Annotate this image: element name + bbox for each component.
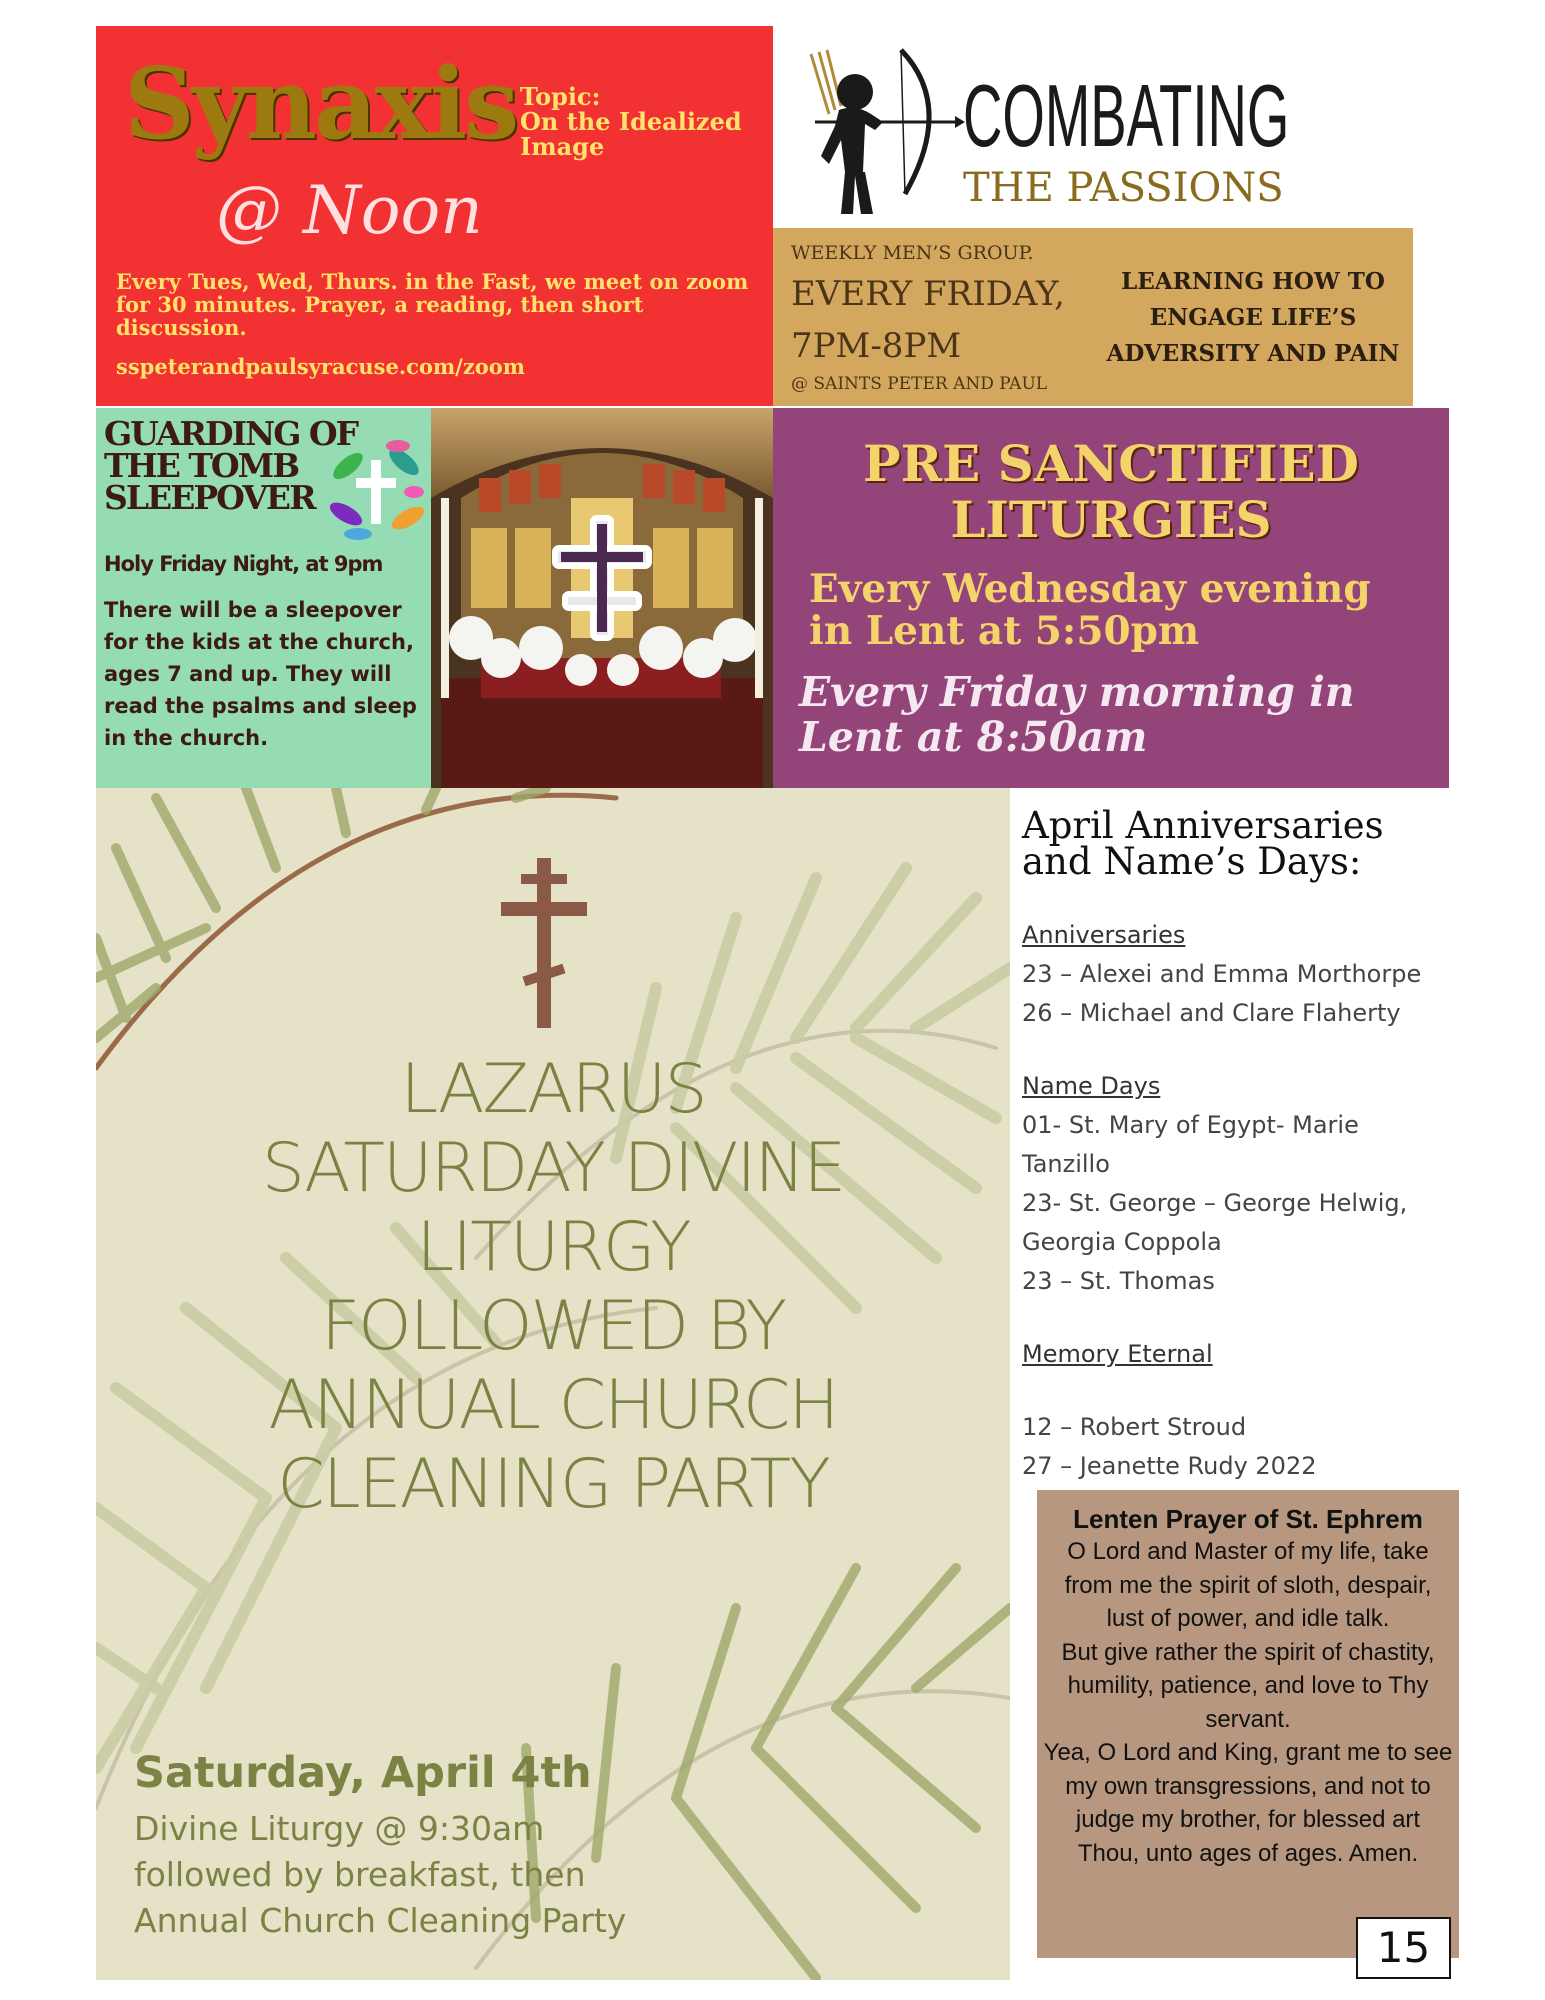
lenten-prayer-box — [1037, 1490, 1459, 1958]
guarding-body: There will be a sleepover for the kids at the church, ages 7 and up. They will read the psalms and sleep in the church. — [104, 598, 417, 750]
combating-learning — [1103, 264, 1403, 372]
presanctified-title-line1: PRE SANCTIFIED — [862, 434, 1360, 493]
anniversaries-heading-line2: and Name’s Days: — [1022, 840, 1362, 883]
combating-location: @ SAINTS PETER AND PAUL — [791, 374, 1048, 394]
presanctified-title-line2: LITURGIES — [950, 490, 1272, 549]
combating-every: EVERY FRIDAY, — [791, 274, 1065, 314]
prayer-paragraph1: O Lord and Master of my life, take from me the spirit of sloth, despair, lust of power, and idle talk. — [1064, 1538, 1432, 1632]
synaxis-panel — [96, 26, 773, 406]
presanctified-wednesday — [809, 568, 1371, 652]
presanctified-title — [773, 436, 1449, 548]
prayer-paragraph3: Yea, O Lord and King, grant me to see my own transgressions, and not to judge my brother, for blessed art Thou, unto ages of ages. Amen. — [1043, 1739, 1453, 1867]
combating-learning-line1: LEARNING HOW TO — [1121, 268, 1385, 295]
combating-learning-line2: ENGAGE LIFE’S — [1149, 304, 1357, 331]
name-day-item: 23- St. George – George Helwig, — [1022, 1189, 1408, 1217]
synaxis-topic-label: Topic: — [520, 82, 601, 111]
anniversaries-label: Anniversaries — [1022, 921, 1186, 949]
anniversaries-column — [1022, 804, 1452, 1486]
lazarus-detail2: followed by breakfast, then — [134, 1855, 586, 1894]
guarding-when: Holy Friday Night, at 9pm — [104, 552, 383, 576]
lazarus-line1: LAZARUS — [400, 1050, 706, 1129]
lazarus-details — [134, 1806, 774, 1944]
combating-title-line1: COMBATING — [963, 66, 1290, 165]
lazarus-line4: FOLLOWED BY — [320, 1287, 786, 1366]
anniversary-item: 23 – Alexei and Emma Morthorpe — [1022, 960, 1422, 988]
lazarus-line3: LITURGY — [416, 1208, 690, 1287]
presanctified-fri-line2: Lent at 8:50am — [799, 713, 1148, 761]
presanctified-fri-line1: Every Friday morning in — [799, 668, 1355, 716]
lazarus-date: Saturday, April 4th — [134, 1748, 592, 1798]
lazarus-detail3: Annual Church Cleaning Party — [134, 1901, 627, 1940]
combating-learning-line3: ADVERSITY AND PAIN — [1106, 340, 1400, 367]
synaxis-noon: @ Noon — [216, 172, 483, 249]
presanctified-panel — [773, 408, 1449, 788]
combating-time: 7PM-8PM — [791, 326, 962, 366]
synaxis-topic-line2: Image — [520, 132, 605, 161]
memory-item: 27 – Jeanette Rudy 2022 — [1022, 1452, 1317, 1480]
church-interior-photo — [431, 408, 773, 788]
guarding-panel — [96, 408, 431, 788]
lazarus-line6: CLEANING PARTY — [277, 1445, 829, 1524]
synaxis-description: Every Tues, Wed, Thurs. in the Fast, we meet on zoom for 30 minutes. Prayer, a reading, then short discussion. — [116, 269, 749, 340]
lazarus-panel — [96, 788, 1010, 1980]
page-number: 15 — [1356, 1917, 1451, 1979]
anniversaries-heading — [1022, 804, 1452, 883]
combating-weekly: WEEKLY MEN’S GROUP. — [791, 242, 1034, 264]
name-day-item: 23 – St. Thomas — [1022, 1267, 1215, 1295]
presanctified-wed-line2: in Lent at 5:50pm — [809, 608, 1200, 654]
prayer-title: Lenten Prayer of St. Ephrem — [1073, 1504, 1423, 1534]
synaxis-url[interactable]: sspeterandpaulsyracuse.com/zoom — [116, 354, 525, 379]
memory-eternal-label: Memory Eternal — [1022, 1340, 1213, 1368]
combating-info-panel — [773, 228, 1413, 406]
memory-item: 12 – Robert Stroud — [1022, 1413, 1247, 1441]
name-days-label: Name Days — [1022, 1072, 1161, 1100]
combating-title-line2: THE PASSIONS — [963, 165, 1284, 211]
synaxis-topic — [520, 84, 760, 159]
presanctified-wed-line1: Every Wednesday evening — [809, 566, 1371, 612]
floral-cross-icon — [328, 436, 424, 546]
prayer-paragraph2: But give rather the spirit of chastity, humility, patience, and love to Thy servant. — [1061, 1638, 1435, 1733]
lazarus-line2: SATURDAY DIVINE — [261, 1129, 845, 1208]
name-day-item: 01- St. Mary of Egypt- Marie — [1022, 1111, 1359, 1139]
archer-icon — [805, 44, 965, 216]
anniversaries-heading-line1: April Anniversaries — [1022, 804, 1384, 847]
lazarus-line5: ANNUAL CHURCH — [268, 1366, 838, 1445]
presanctified-friday — [799, 670, 1355, 760]
guarding-title-line3: SLEEPOVER — [104, 478, 315, 517]
guarding-title-line2: THE TOMB — [104, 446, 299, 485]
synaxis-title: Synaxis — [124, 47, 517, 162]
anniversary-item: 26 – Michael and Clare Flaherty — [1022, 999, 1401, 1027]
synaxis-topic-line1: On the Idealized — [520, 107, 742, 136]
iconostasis-image — [431, 408, 773, 788]
lazarus-headline — [136, 1050, 970, 1524]
orthodox-cross-icon — [501, 858, 587, 1028]
guarding-title-line1: GUARDING OF — [104, 414, 358, 453]
name-day-item-cont: Georgia Coppola — [1022, 1228, 1222, 1256]
lazarus-detail1: Divine Liturgy @ 9:30am — [134, 1809, 545, 1848]
combating-logo — [773, 26, 1449, 226]
name-day-item-cont: Tanzillo — [1022, 1150, 1110, 1178]
